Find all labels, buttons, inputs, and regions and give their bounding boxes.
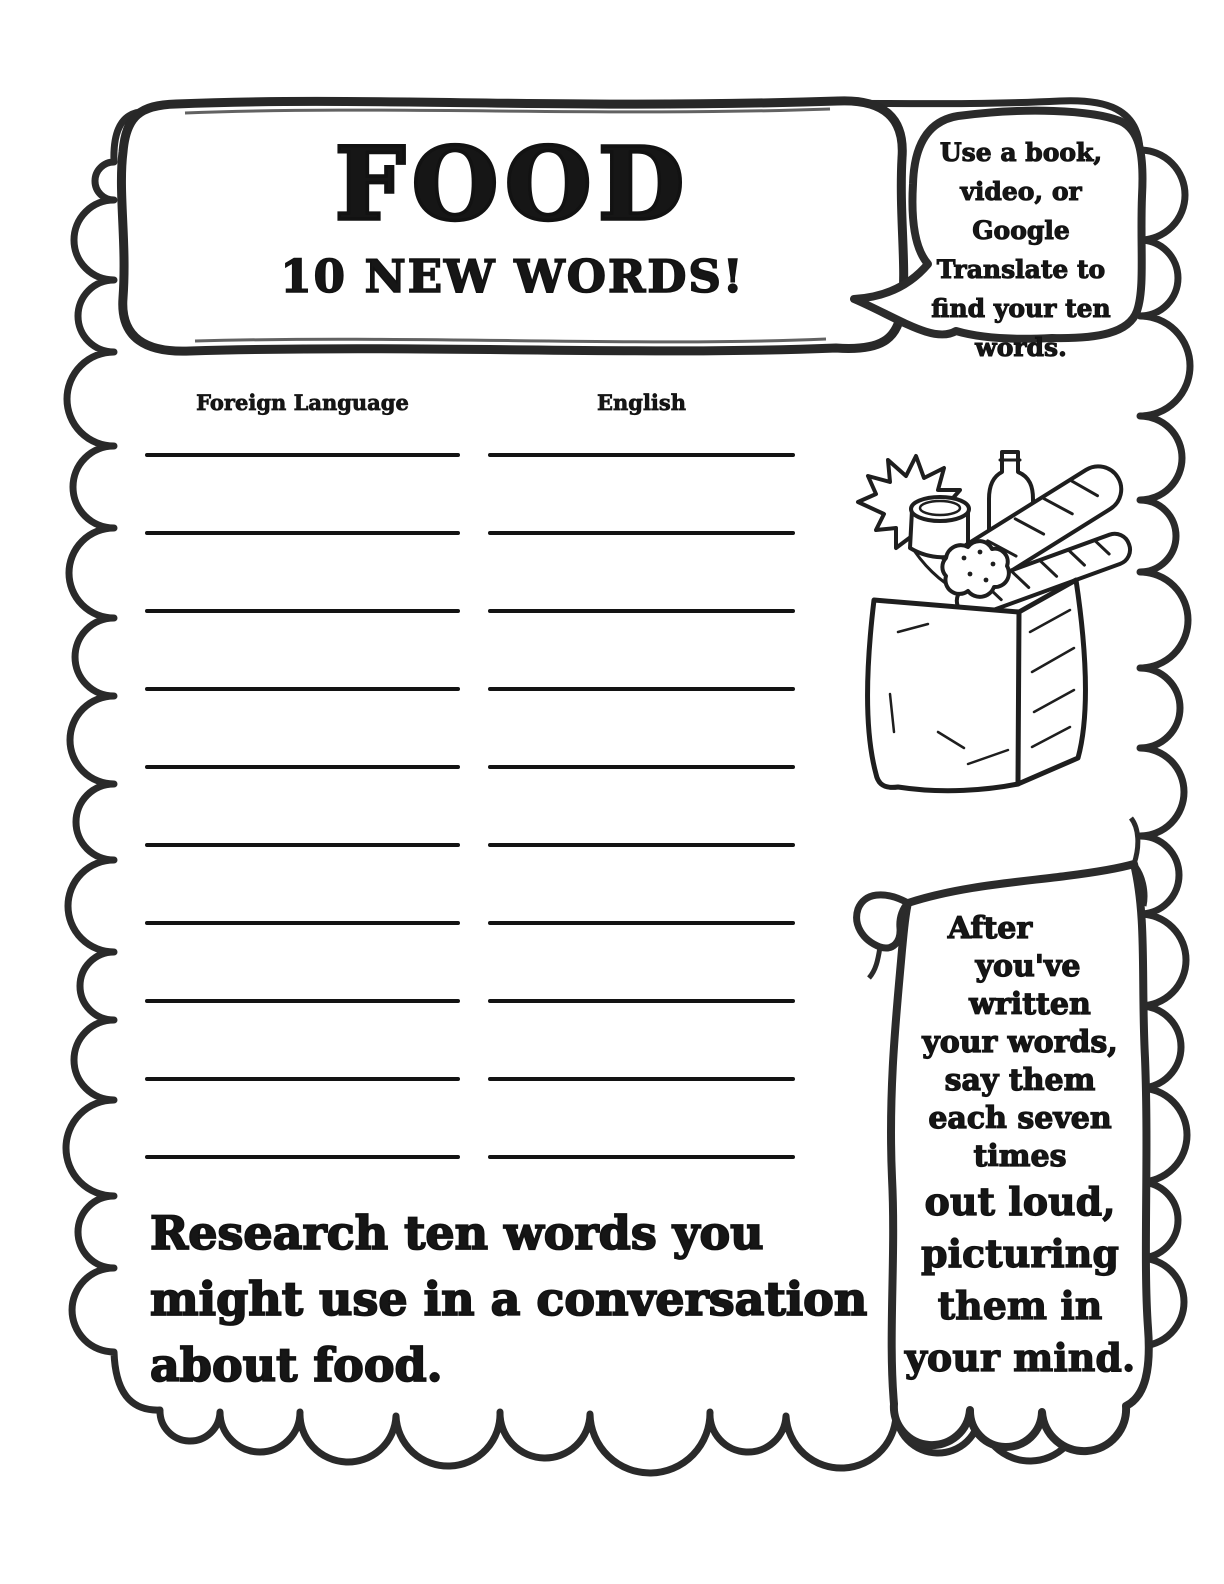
speech-bubble-text: [912, 133, 1130, 367]
scroll-line: say them: [944, 1063, 1096, 1098]
broccoli-icon: [942, 541, 1009, 597]
foreign-language-blank: [145, 531, 460, 535]
foreign-language-blank: [145, 1155, 460, 1159]
english-blank: [488, 1155, 795, 1159]
foreign-language-blank: [145, 609, 460, 613]
instruction-line: Research ten words you: [150, 1206, 764, 1260]
page-subtitle: 10 NEW WORDS!: [280, 250, 745, 303]
english-blank: [488, 765, 795, 769]
bubble-line: video, or Google: [960, 177, 1082, 245]
foreign-language-blank: [145, 999, 460, 1003]
english-blank: [488, 531, 795, 535]
paper-bag-icon: [868, 580, 1086, 791]
bubble-line: Use a book,: [939, 138, 1103, 167]
page-title: FOOD: [334, 125, 691, 243]
foreign-language-blank: [145, 453, 460, 457]
bubble-line: words.: [975, 333, 1067, 362]
scroll-line: After: [947, 911, 1033, 946]
instruction-line: might use in a conversation: [150, 1272, 868, 1326]
english-blank: [488, 843, 795, 847]
column-header-english: English: [596, 390, 686, 415]
column-header-foreign-language: Foreign Language: [196, 390, 409, 415]
english-blank: [488, 1077, 795, 1081]
instruction-text: [150, 1200, 890, 1398]
english-blank: [488, 999, 795, 1003]
bubble-line: find your ten: [931, 294, 1111, 323]
english-blank: [488, 609, 795, 613]
bubble-line: Translate to: [936, 255, 1106, 284]
english-blank: [488, 453, 795, 457]
scroll-line: your words,: [922, 1025, 1118, 1060]
foreign-language-blank: [145, 687, 460, 691]
scroll-line: each seven: [928, 1101, 1112, 1136]
instruction-line: about food.: [150, 1338, 443, 1392]
english-blank: [488, 921, 795, 925]
foreign-language-blank: [145, 921, 460, 925]
scroll-line: times: [973, 1139, 1067, 1174]
scroll-line: you've: [975, 949, 1081, 984]
scroll-line: them in: [937, 1283, 1103, 1328]
grocery-bag-illustration: [858, 452, 1134, 791]
foreign-language-blank: [145, 765, 460, 769]
scroll-note-text: [900, 910, 1140, 1384]
english-blank: [488, 687, 795, 691]
foreign-language-blank: [145, 1077, 460, 1081]
scroll-line: picturing: [921, 1231, 1119, 1276]
foreign-language-blank: [145, 843, 460, 847]
scroll-line: your mind.: [904, 1335, 1136, 1380]
scroll-line: out loud,: [924, 1179, 1116, 1224]
scroll-line: written: [969, 987, 1091, 1022]
